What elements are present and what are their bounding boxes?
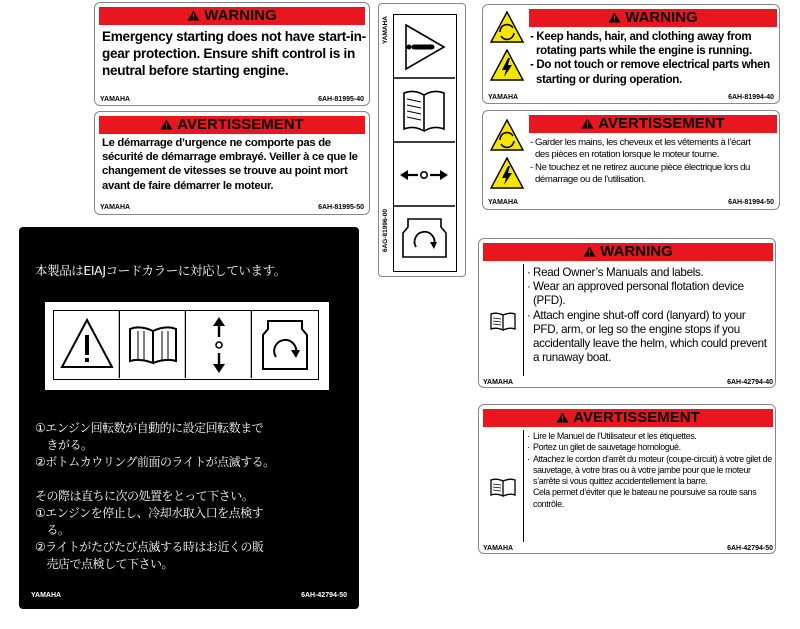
body-line: る。: [35, 523, 70, 537]
part-code: 6AH-81995-40: [318, 96, 364, 103]
label-warning-rotating-parts: [482, 4, 780, 104]
body-line: その際は直ちに次の処置をとって下さい。: [35, 489, 254, 503]
book-icon-frame: [483, 430, 524, 542]
strip-code: 6AG-81996-00: [382, 209, 389, 252]
rotating-hazard-icon: [490, 11, 524, 43]
body-line: - Garder les mains, les cheveux et les vêtements à l’écart: [530, 137, 751, 148]
strip-brand: YAMAHA: [382, 16, 389, 44]
electric-shock-icon: [490, 157, 524, 189]
exclamation-tilt-icon: [394, 15, 455, 79]
engine-rotation-icon: [252, 311, 318, 378]
body-item: · Read Owner’s Manuals and labels.: [527, 266, 771, 280]
body-line: ①エンジンを停止し、冷却水取入口を点検す: [35, 506, 264, 520]
label-header-text: WARNING: [204, 7, 277, 24]
brand-text: YAMAHA: [31, 592, 62, 599]
label-footer: [483, 545, 773, 552]
body-line: - Ne touchez et ne retirez aucune pièce électrique lors du: [530, 161, 750, 173]
label-header: [483, 409, 773, 427]
body-line: - Keep hands, hair, and clothing away from: [530, 31, 752, 43]
body-item: Cela permet d’éviter que le bateau ne poursuive sa route sans contrôle.: [533, 487, 757, 509]
warning-triangle-icon: [608, 12, 621, 23]
body-line: きがる。: [35, 438, 93, 452]
label-body: [527, 266, 771, 365]
warning-triangle-icon: [583, 246, 596, 257]
japanese-body: [35, 420, 355, 573]
label-header: [529, 115, 777, 133]
brand-text: YAMAHA: [488, 94, 519, 101]
shift-arrows-icon: [394, 143, 455, 207]
body-line: ①エンジン回転数が自動的に設定回転数まで: [35, 421, 264, 435]
icon-row: [45, 302, 329, 390]
label-header-text: WARNING: [625, 9, 698, 26]
label-footer: [100, 96, 364, 103]
label-warning-pfd: [478, 238, 776, 388]
label-avertissement-emergency-start: [94, 111, 370, 215]
body-item: · Wear an approved personal flotation device (PFD).: [527, 280, 771, 308]
label-header: [99, 116, 365, 134]
brand-text: YAMAHA: [488, 199, 519, 206]
label-header-text: AVERTISSEMENT: [598, 115, 725, 132]
label-body: [527, 431, 773, 510]
body-line: - Do not touch or remove electrical parts when: [530, 59, 770, 72]
label-header-text: AVERTISSEMENT: [177, 116, 304, 133]
body-item: · Portez un gilet de sauvetage homologué.: [527, 442, 773, 453]
brand-text: YAMAHA: [100, 204, 131, 211]
label-header-text: AVERTISSEMENT: [573, 409, 700, 426]
part-code: 6AH-81994-40: [728, 94, 774, 101]
body-line: starting or during operation.: [536, 73, 682, 86]
label-body: Emergency starting does not have start-in-gear protection. Ensure shift control is in neutral before starting engine.: [102, 29, 366, 78]
icon-row-frame: [53, 310, 319, 380]
intro-text: 本製品はEIAJコードカラーに対応しています。: [35, 263, 286, 278]
body-item: · Attachez le cordon d’arrêt du moteur (coupe-circuit) à votre gilet de sauvetage, à votre bras ou à votre jambe pour que le moteur s’arrête si vous quittez accidentellement la barre.: [527, 454, 773, 488]
part-code: 6AH-42794-40: [727, 379, 773, 386]
body-item: · Lire le Manuel de l’Utilisateur et les étiquettes.: [527, 431, 773, 442]
book-icon-frame: [483, 264, 524, 376]
label-icon-strip: [378, 3, 466, 277]
label-japanese-black: [19, 227, 359, 609]
brand-text: YAMAHA: [100, 96, 131, 103]
label-footer: [483, 379, 773, 386]
label-body: [530, 137, 780, 187]
part-code: 6AH-42794-50: [727, 545, 773, 552]
part-code: 6AH-42794-50: [301, 592, 347, 599]
body-line: rotating parts while the engine is running.: [536, 45, 752, 58]
warning-triangle-icon: [187, 10, 200, 21]
body-line: ②ボトムカウリング前面のライトが点滅する。: [35, 455, 275, 469]
owners-manual-book-icon: [394, 79, 455, 143]
label-header-text: WARNING: [600, 243, 673, 260]
body-line: ②ライトがたびたび点滅する時はお近くの販: [35, 540, 264, 554]
shift-arrows-icon: [186, 311, 252, 378]
label-header: [99, 7, 365, 25]
label-warning-emergency-start: [94, 2, 370, 106]
label-footer: [488, 94, 774, 101]
part-code: 6AH-81995-50: [318, 204, 364, 211]
warning-triangle-icon: [581, 118, 594, 129]
label-footer: [31, 592, 347, 599]
part-code: 6AH-81994-50: [728, 199, 774, 206]
rotating-hazard-icon: [490, 119, 524, 151]
electric-shock-icon: [490, 49, 524, 81]
warning-triangle-icon: [54, 311, 120, 378]
body-line: des pièces en rotation lorsque le moteur tourne.: [535, 149, 719, 161]
label-header: [483, 243, 773, 261]
label-footer: [488, 199, 774, 206]
label-body: Le démarrage d’urgence ne comporte pas de sécurité de démarrage embrayé. Veiller à ce que le changement de vitesses se trouve au point mort avant de faire démarrer le moteur.: [102, 137, 358, 192]
brand-text: YAMAHA: [483, 379, 514, 386]
strip-icon-frame: [393, 14, 457, 272]
owners-manual-book-icon: [120, 311, 186, 378]
owners-manual-book-icon: [489, 476, 517, 498]
owners-manual-book-icon: [489, 310, 517, 332]
warning-triangle-icon: [160, 119, 173, 130]
brand-text: YAMAHA: [483, 545, 514, 552]
label-avertissement-pfd: [478, 404, 776, 554]
engine-rotation-icon: [394, 207, 455, 271]
label-avertissement-rotating-parts: [482, 110, 780, 210]
label-footer: [100, 204, 364, 211]
body-item: · Attach engine shut-off cord (lanyard) to your PFD, arm, or leg so the engine stops if you accidentally leave the helm, which could prevent a runaway boat.: [527, 309, 771, 366]
body-line: démarrage ou de l’utilisation.: [535, 174, 646, 186]
label-header: [529, 9, 777, 27]
warning-triangle-icon: [556, 412, 569, 423]
label-body: [530, 30, 780, 87]
body-line: 売店で点検して下さい。: [35, 557, 174, 571]
